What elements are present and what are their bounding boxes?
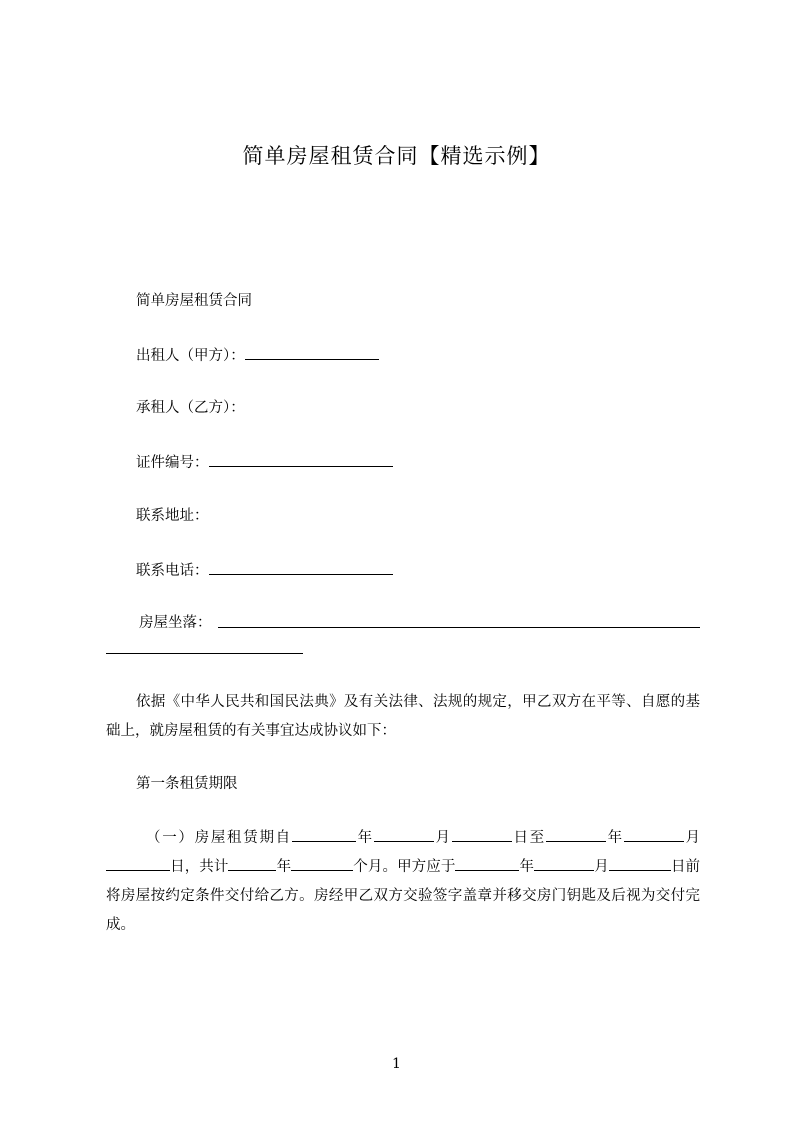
day-total-word: 日，共计 <box>170 859 229 875</box>
deliver-year-blank <box>455 855 519 871</box>
deliver-day-blank <box>609 855 671 871</box>
phone-blank <box>209 560 393 575</box>
day-to-word: 日至 <box>511 830 546 846</box>
month-word: 月 <box>683 830 701 846</box>
id-number-label: 证件编号： <box>136 455 209 471</box>
end-day-blank <box>106 855 170 871</box>
start-day-blank <box>452 826 512 842</box>
start-month-blank <box>374 826 434 842</box>
total-year-blank <box>228 855 276 871</box>
article-1-line-4: 交房门钥匙及后视为交付完成。 <box>106 888 701 933</box>
phone-field <box>136 560 393 581</box>
article-1-heading: 第一条租赁期限 <box>136 776 238 792</box>
start-year-blank <box>292 826 356 842</box>
lessee-label: 承租人（乙方）： <box>136 400 245 416</box>
intro-line-2: 愿的基础上，就房屋租赁的有关事宜达成协议如下： <box>106 694 700 739</box>
month-word: 月 <box>433 830 452 846</box>
year-word: 年 <box>355 830 374 846</box>
id-number-blank <box>209 452 393 467</box>
contract-subtitle: 简单房屋租赁合同 <box>136 293 252 309</box>
deliver-month-blank <box>534 855 594 871</box>
lessor-field <box>136 345 379 366</box>
months-word: 个月。甲方应于 <box>353 859 456 875</box>
article-1-paragraph <box>106 824 700 940</box>
end-year-blank <box>546 826 606 842</box>
intro-paragraph <box>106 688 700 746</box>
end-month-blank <box>624 826 684 842</box>
id-number-field <box>136 452 393 473</box>
year-word: 年 <box>605 830 624 846</box>
lessor-label: 出租人（甲方）： <box>136 348 245 364</box>
lessee-field <box>136 398 245 418</box>
document-title: 简单房屋租赁合同【精选示例】 <box>242 144 551 168</box>
page-number: 1 <box>392 1056 401 1072</box>
lessor-blank <box>245 345 379 360</box>
address-field <box>136 506 209 526</box>
address-label: 联系地址： <box>136 508 209 524</box>
article-1-prefix: （一）房屋租赁期自 <box>146 830 292 846</box>
property-blank-line-1 <box>218 627 700 628</box>
property-field <box>139 613 212 633</box>
total-months-blank <box>291 855 353 871</box>
property-blank-line-2 <box>106 653 303 654</box>
year-word: 年 <box>276 859 292 875</box>
year-word: 年 <box>519 859 535 875</box>
property-label: 房屋坐落： <box>139 615 212 631</box>
phone-label: 联系电话： <box>136 563 209 579</box>
month-word: 月 <box>594 859 609 875</box>
intro-line-1: 依据《中华人民共和国民法典》及有关法律、法规的规定，甲乙双方在平等、自 <box>136 694 656 710</box>
deliver-text: 日前将房屋按约定条件交付给乙方。房经甲乙双方交验签字盖章并移 <box>106 859 701 904</box>
